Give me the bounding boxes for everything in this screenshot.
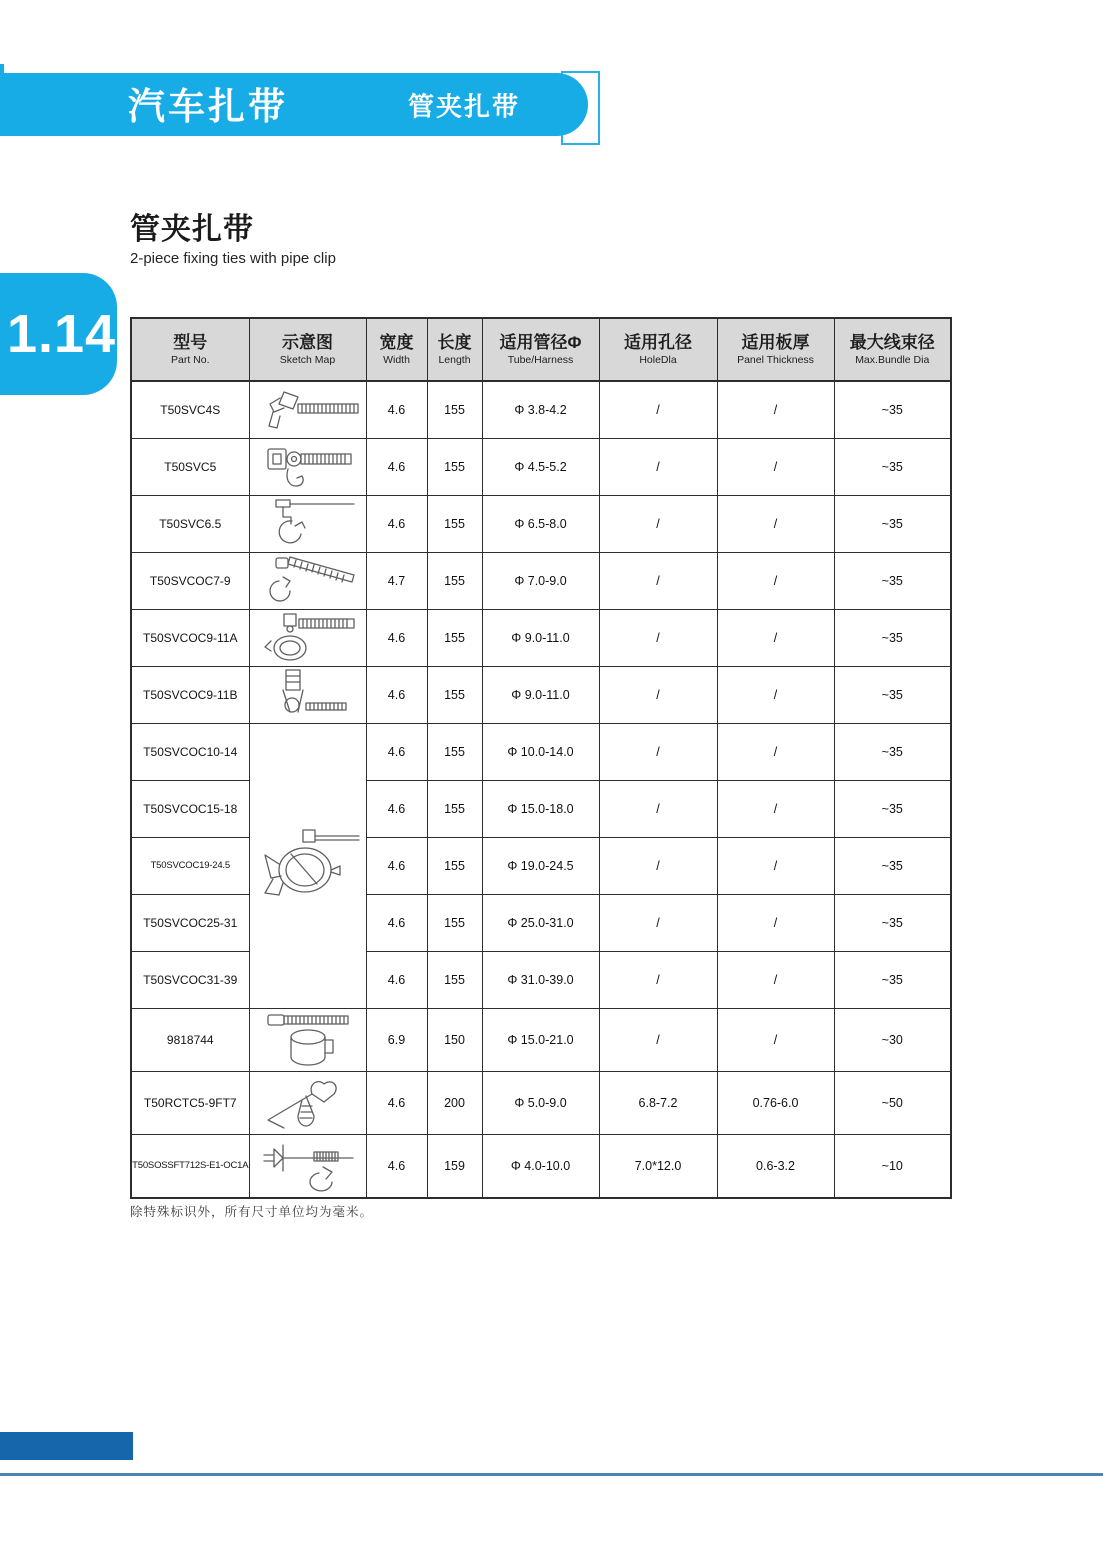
hole-dia-cell: / bbox=[599, 438, 717, 495]
panel-thickness-cell: / bbox=[717, 609, 834, 666]
length-cell: 200 bbox=[427, 1071, 482, 1134]
hole-dia-cell: 7.0*12.0 bbox=[599, 1134, 717, 1198]
part-no-cell: T50SVCOC7-9 bbox=[131, 552, 249, 609]
width-cell: 4.6 bbox=[366, 1134, 427, 1198]
hole-dia-cell: / bbox=[599, 780, 717, 837]
max-bundle-dia-cell: ~35 bbox=[834, 381, 951, 438]
tube-harness-cell: Φ 31.0-39.0 bbox=[482, 951, 599, 1008]
column-title-en: Sketch Map bbox=[279, 354, 336, 367]
hook-clip-sketch bbox=[250, 496, 366, 552]
table-row bbox=[131, 1071, 951, 1134]
tube-harness-cell: Φ 6.5-8.0 bbox=[482, 495, 599, 552]
sketch-cell bbox=[249, 438, 366, 495]
length-cell: 150 bbox=[427, 1008, 482, 1071]
panel-thickness-cell: / bbox=[717, 780, 834, 837]
tube-harness-cell: Φ 7.0-9.0 bbox=[482, 552, 599, 609]
max-bundle-dia-cell: ~35 bbox=[834, 666, 951, 723]
tube-harness-cell: Φ 10.0-14.0 bbox=[482, 723, 599, 780]
length-cell: 155 bbox=[427, 723, 482, 780]
width-cell: 4.7 bbox=[366, 552, 427, 609]
column-title-zh: 适用管径Φ bbox=[499, 332, 582, 352]
table-row bbox=[131, 438, 951, 495]
hole-dia-cell: / bbox=[599, 666, 717, 723]
width-cell: 4.6 bbox=[366, 495, 427, 552]
max-bundle-dia-cell: ~50 bbox=[834, 1071, 951, 1134]
max-bundle-dia-cell: ~30 bbox=[834, 1008, 951, 1071]
tube-harness-cell: Φ 15.0-21.0 bbox=[482, 1008, 599, 1071]
max-bundle-dia-cell: ~35 bbox=[834, 894, 951, 951]
panel-thickness-cell: / bbox=[717, 438, 834, 495]
cylinder-clamp-sketch bbox=[250, 1009, 366, 1071]
column-title-en: Panel Thickness bbox=[737, 354, 814, 367]
table-body bbox=[131, 381, 951, 1198]
part-no-cell: T50SVCOC10-14 bbox=[131, 723, 249, 780]
column-title-en: Length bbox=[438, 354, 471, 367]
width-cell: 4.6 bbox=[366, 951, 427, 1008]
table-row bbox=[131, 1008, 951, 1071]
max-bundle-dia-cell: ~35 bbox=[834, 552, 951, 609]
page-number-badge bbox=[0, 273, 117, 395]
column-header-part-no bbox=[131, 318, 249, 381]
panel-thickness-cell: / bbox=[717, 381, 834, 438]
part-no-cell: T50SVCOC25-31 bbox=[131, 894, 249, 951]
max-bundle-dia-cell: ~35 bbox=[834, 837, 951, 894]
sketch-cell bbox=[249, 495, 366, 552]
length-cell: 155 bbox=[427, 552, 482, 609]
panel-thickness-cell: / bbox=[717, 951, 834, 1008]
sketch-cell bbox=[249, 609, 366, 666]
column-title-zh: 适用孔径 bbox=[624, 332, 692, 352]
table-row bbox=[131, 381, 951, 438]
chapter-subtitle: 管夹扎带 bbox=[408, 91, 521, 121]
tube-harness-cell: Φ 25.0-31.0 bbox=[482, 894, 599, 951]
width-cell: 4.6 bbox=[366, 609, 427, 666]
length-cell: 159 bbox=[427, 1134, 482, 1198]
sketch-cell bbox=[249, 723, 366, 1008]
column-header-width bbox=[366, 318, 427, 381]
part-no-cell: T50RCTC5-9FT7 bbox=[131, 1071, 249, 1134]
width-cell: 4.6 bbox=[366, 723, 427, 780]
panel-thickness-cell: / bbox=[717, 666, 834, 723]
chapter-title: 汽车扎带 bbox=[128, 85, 288, 127]
width-cell: 4.6 bbox=[366, 837, 427, 894]
column-title-zh: 型号 bbox=[173, 332, 208, 352]
product-table-wrap bbox=[130, 317, 952, 1199]
max-bundle-dia-cell: ~35 bbox=[834, 609, 951, 666]
column-title-en: HoleDla bbox=[639, 354, 677, 367]
width-cell: 4.6 bbox=[366, 438, 427, 495]
column-title-zh: 宽度 bbox=[379, 332, 414, 352]
butterfly-clip-sketch bbox=[250, 1072, 366, 1134]
sketch-cell bbox=[249, 666, 366, 723]
column-header-holedla bbox=[599, 318, 717, 381]
max-bundle-dia-cell: ~35 bbox=[834, 438, 951, 495]
diagonal-tie-clip-sketch bbox=[250, 553, 366, 609]
tube-harness-cell: Φ 19.0-24.5 bbox=[482, 837, 599, 894]
product-table bbox=[130, 317, 952, 1199]
length-cell: 155 bbox=[427, 666, 482, 723]
hole-dia-cell: / bbox=[599, 951, 717, 1008]
part-no-cell: T50SVC6.5 bbox=[131, 495, 249, 552]
max-bundle-dia-cell: ~35 bbox=[834, 780, 951, 837]
tube-harness-cell: Φ 4.0-10.0 bbox=[482, 1134, 599, 1198]
sketch-cell bbox=[249, 1008, 366, 1071]
hole-dia-cell: / bbox=[599, 837, 717, 894]
length-cell: 155 bbox=[427, 381, 482, 438]
part-no-cell: T50SVCOC15-18 bbox=[131, 780, 249, 837]
page-edge-tick bbox=[0, 64, 4, 73]
column-header-panel-thickness bbox=[717, 318, 834, 381]
panel-thickness-cell: / bbox=[717, 552, 834, 609]
panel-thickness-cell: / bbox=[717, 894, 834, 951]
table-row bbox=[131, 666, 951, 723]
part-no-cell: T50SVCOC9-11A bbox=[131, 609, 249, 666]
table-head bbox=[131, 318, 951, 381]
column-title-zh: 示意图 bbox=[282, 332, 333, 352]
max-bundle-dia-cell: ~35 bbox=[834, 951, 951, 1008]
hole-dia-cell: / bbox=[599, 1008, 717, 1071]
table-row bbox=[131, 723, 951, 780]
hole-dia-cell: / bbox=[599, 552, 717, 609]
part-no-cell: T50SVCOC19-24.5 bbox=[131, 837, 249, 894]
panel-thickness-cell: / bbox=[717, 837, 834, 894]
hole-dia-cell: / bbox=[599, 495, 717, 552]
width-cell: 4.6 bbox=[366, 780, 427, 837]
hole-dia-cell: / bbox=[599, 723, 717, 780]
table-row bbox=[131, 552, 951, 609]
part-no-cell: T50SVC4S bbox=[131, 381, 249, 438]
units-footnote: 除特殊标识外，所有尺寸单位均为毫米。 bbox=[130, 1205, 374, 1219]
sketch-cell bbox=[249, 552, 366, 609]
length-cell: 155 bbox=[427, 780, 482, 837]
panel-thickness-cell: / bbox=[717, 1008, 834, 1071]
section-title: 管夹扎带 bbox=[130, 213, 254, 246]
footer-rule bbox=[0, 1473, 1103, 1476]
section-subtitle: 2-piece fixing ties with pipe clip bbox=[130, 250, 336, 267]
header-row bbox=[131, 318, 951, 381]
tube-harness-cell: Φ 9.0-11.0 bbox=[482, 666, 599, 723]
max-bundle-dia-cell: ~10 bbox=[834, 1134, 951, 1198]
hole-dia-cell: / bbox=[599, 894, 717, 951]
panel-thickness-cell: 0.76-6.0 bbox=[717, 1071, 834, 1134]
length-cell: 155 bbox=[427, 495, 482, 552]
length-cell: 155 bbox=[427, 951, 482, 1008]
column-title-zh: 最大线束径 bbox=[849, 332, 935, 352]
column-title-zh: 适用板厚 bbox=[741, 332, 810, 352]
table-row bbox=[131, 609, 951, 666]
sketch-cell bbox=[249, 1071, 366, 1134]
part-no-cell: T50SVC5 bbox=[131, 438, 249, 495]
sketch-cell bbox=[249, 381, 366, 438]
width-cell: 4.6 bbox=[366, 381, 427, 438]
panel-thickness-cell: / bbox=[717, 495, 834, 552]
hole-dia-cell: 6.8-7.2 bbox=[599, 1071, 717, 1134]
column-header-sketch-map bbox=[249, 318, 366, 381]
hole-dia-cell: / bbox=[599, 609, 717, 666]
page-number: 1.14 bbox=[6, 304, 117, 364]
width-cell: 6.9 bbox=[366, 1008, 427, 1071]
width-cell: 4.6 bbox=[366, 666, 427, 723]
tube-harness-cell: Φ 9.0-11.0 bbox=[482, 609, 599, 666]
tube-harness-cell: Φ 4.5-5.2 bbox=[482, 438, 599, 495]
part-no-cell: T50SVCOC9-11B bbox=[131, 666, 249, 723]
length-cell: 155 bbox=[427, 438, 482, 495]
fir-tree-tie-sketch bbox=[250, 384, 366, 436]
length-cell: 155 bbox=[427, 894, 482, 951]
column-title-en: Tube/Harness bbox=[507, 354, 574, 367]
max-bundle-dia-cell: ~35 bbox=[834, 495, 951, 552]
sketch-cell bbox=[249, 1134, 366, 1198]
width-cell: 4.6 bbox=[366, 894, 427, 951]
chapter-banner bbox=[0, 73, 588, 136]
table-row bbox=[131, 1134, 951, 1198]
large-round-clamp-sketch bbox=[250, 824, 366, 908]
column-title-en: Part No. bbox=[170, 354, 210, 367]
vertical-tie-sketch bbox=[250, 667, 366, 723]
width-cell: 4.6 bbox=[366, 1071, 427, 1134]
tube-harness-cell: Φ 5.0-9.0 bbox=[482, 1071, 599, 1134]
hole-dia-cell: / bbox=[599, 381, 717, 438]
clamp-buckle-sketch bbox=[250, 610, 366, 666]
part-no-cell: 9818744 bbox=[131, 1008, 249, 1071]
panel-thickness-cell: 0.6-3.2 bbox=[717, 1134, 834, 1198]
column-title-zh: 长度 bbox=[437, 332, 472, 352]
panel-thickness-cell: / bbox=[717, 723, 834, 780]
column-header-max-bundle-dia bbox=[834, 318, 951, 381]
length-cell: 155 bbox=[427, 837, 482, 894]
column-title-en: Max.Bundle Dia bbox=[855, 354, 930, 367]
push-mount-clip-sketch bbox=[250, 1135, 366, 1197]
part-no-cell: T50SVCOC31-39 bbox=[131, 951, 249, 1008]
max-bundle-dia-cell: ~35 bbox=[834, 723, 951, 780]
tube-harness-cell: Φ 3.8-4.2 bbox=[482, 381, 599, 438]
part-no-cell: T50SOSSFT712S-E1-OC1A bbox=[131, 1134, 249, 1198]
footer-accent-block bbox=[0, 1432, 133, 1460]
column-header-tube-harness bbox=[482, 318, 599, 381]
length-cell: 155 bbox=[427, 609, 482, 666]
column-header-length bbox=[427, 318, 482, 381]
tube-harness-cell: Φ 15.0-18.0 bbox=[482, 780, 599, 837]
table-row bbox=[131, 495, 951, 552]
buckle-tie-sketch bbox=[250, 439, 366, 495]
column-title-en: Width bbox=[383, 354, 410, 367]
